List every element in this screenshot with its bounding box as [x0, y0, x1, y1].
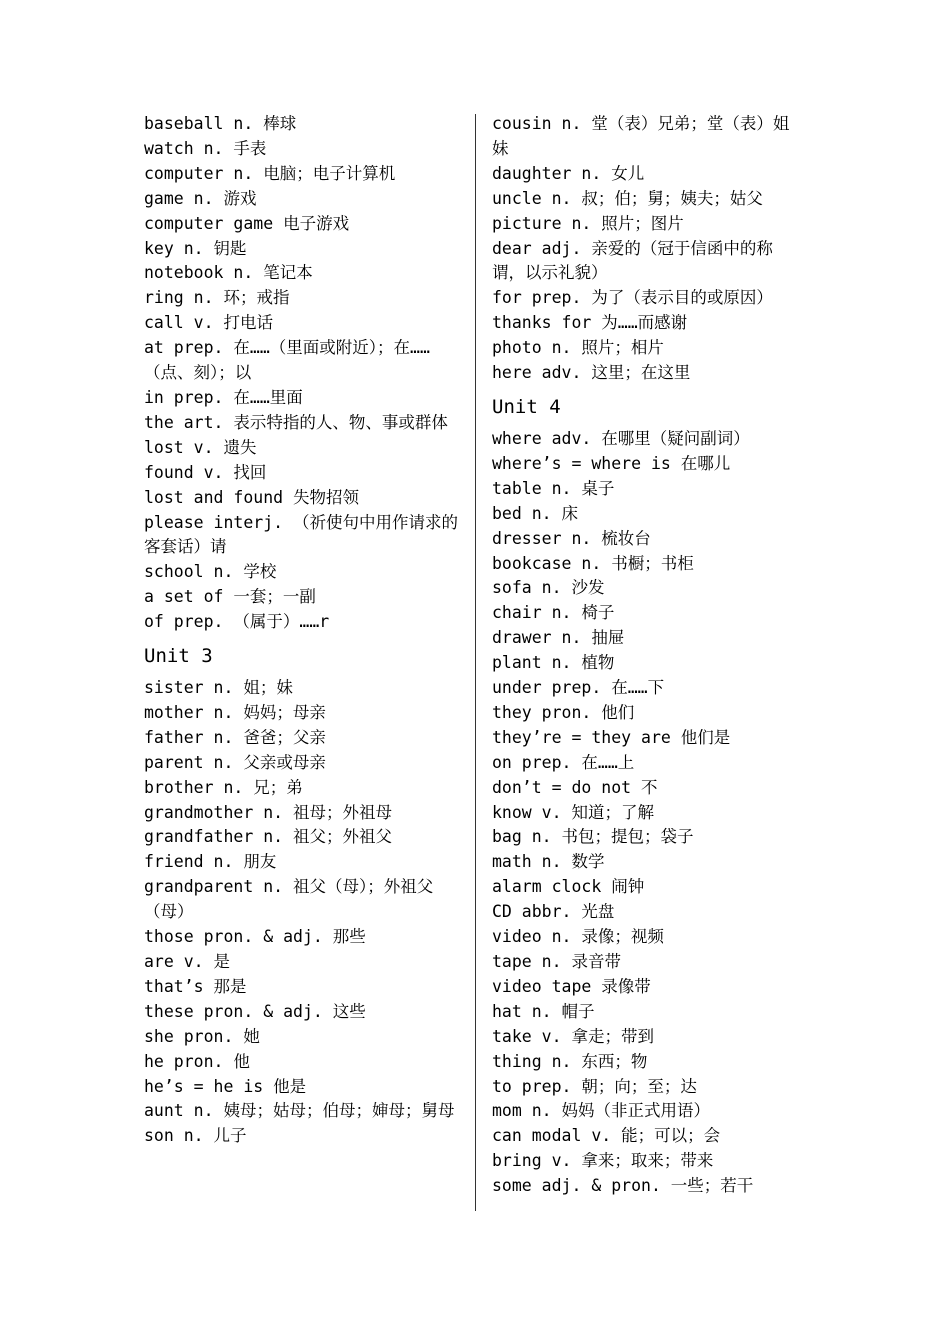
vocab-entry: bookcase n. 书橱；书柜: [492, 553, 694, 573]
vocab-entry: lost v. 遗失: [144, 437, 257, 457]
vocab-entry: under prep. 在……下: [492, 678, 665, 698]
vocab-entry: are v. 是: [144, 952, 231, 971]
vocab-entry: grandparent n. 祖父（母）；外祖父（母）: [144, 877, 434, 922]
vocab-entry: aunt n. 姨母；姑母；伯母；婶母；舅母: [144, 1101, 455, 1121]
unit-heading: Unit 3: [144, 645, 213, 668]
vocab-entry: video tape 录像带: [492, 976, 651, 996]
vocab-entry: sister n. 姐；妹: [144, 678, 293, 698]
vocab-entry: parent n. 父亲或母亲: [144, 752, 326, 772]
vocab-entry: they pron. 他们: [492, 702, 635, 722]
vocab-entry: take v. 拿走；带到: [492, 1026, 654, 1046]
vocab-entry: math n. 数学: [492, 852, 605, 872]
vocab-entry: in prep. 在……里面: [144, 387, 303, 407]
vocab-entry: alarm clock 闹钟: [492, 877, 645, 897]
vocab-entry: of prep. （属于）……r: [144, 612, 330, 632]
vocab-entry: computer n. 电脑；电子计算机: [144, 163, 396, 183]
vocab-entry: video n. 录像；视频: [492, 927, 664, 947]
vocab-entry: know v. 知道；了解: [492, 802, 654, 822]
vocab-entry: please interj. （祈使句中用作请求的客套话）请: [144, 512, 459, 557]
vocab-entry: on prep. 在……上: [492, 752, 635, 772]
vocab-entry: plant n. 植物: [492, 653, 615, 673]
vocab-entry: father n. 爸爸；父亲: [144, 727, 326, 747]
vocab-entry: notebook n. 笔记本: [144, 263, 313, 283]
vocab-entry: uncle n. 叔；伯；舅；姨夫；姑父: [492, 188, 763, 208]
vocab-entry: he’s = he is 他是: [144, 1076, 307, 1096]
vocab-entry: he pron. 他: [144, 1051, 250, 1071]
vocab-entry: game n. 游戏: [144, 188, 257, 208]
vocab-entry: for prep. 为了（表示目的或原因）: [492, 288, 773, 308]
vocab-entry: bed n. 床: [492, 503, 579, 523]
vocab-entry: a set of 一套；一副: [144, 587, 316, 607]
vocab-entry: computer game 电子游戏: [144, 213, 350, 233]
vocab-entry: friend n. 朋友: [144, 852, 277, 872]
vocab-entry: watch n. 手表: [144, 138, 267, 158]
vocab-entry: found v. 找回: [144, 462, 267, 482]
vocab-entry: thing n. 东西；物: [492, 1051, 648, 1071]
column-divider: [475, 114, 476, 1211]
vocab-entry: here adv. 这里；在这里: [492, 363, 691, 383]
vocab-entry: bag n. 书包；提包；袋子: [492, 827, 694, 847]
vocab-entry: hat n. 帽子: [492, 1001, 595, 1021]
vocab-entry: daughter n. 女儿: [492, 163, 645, 183]
vocab-entry: call v. 打电话: [144, 313, 273, 333]
vocab-entry: the art. 表示特指的人、物、事或群体: [144, 412, 448, 432]
vocab-entry: CD abbr. 光盘: [492, 902, 615, 922]
vocab-entry: she pron. 她: [144, 1026, 260, 1046]
vocab-entry: bring v. 拿来；取来；带来: [492, 1151, 714, 1171]
right-vocab-column: [492, 112, 804, 1199]
vocab-entry: school n. 学校: [144, 562, 277, 582]
vocab-entry: mom n. 妈妈（非正式用语）: [492, 1101, 711, 1121]
vocab-entry: that’s 那是: [144, 976, 247, 996]
vocab-entry: ring n. 环；戒指: [144, 288, 290, 308]
vocab-entry: dear adj. 亲爱的（冠于信函中的称谓，以示礼貌）: [492, 238, 773, 283]
vocab-entry: table n. 桌子: [492, 478, 615, 498]
vocab-entry: where adv. 在哪里（疑问副词）: [492, 428, 750, 448]
vocab-entry: grandfather n. 祖父；外祖父: [144, 827, 393, 847]
vocab-entry: grandmother n. 祖母；外祖母: [144, 802, 393, 822]
vocab-entry: brother n. 兄；弟: [144, 777, 303, 797]
vocab-entry: tape n. 录音带: [492, 952, 621, 971]
vocab-entry: some adj. & pron. 一些；若干: [492, 1176, 754, 1196]
vocab-entry: dresser n. 梳妆台: [492, 528, 651, 548]
vocab-entry: drawer n. 抽屉: [492, 628, 625, 648]
vocab-entry: thanks for 为……而感谢: [492, 313, 688, 333]
vocab-entry: at prep. 在……（里面或附近）；在……（点、刻）；以: [144, 338, 430, 383]
vocab-entry: photo n. 照片；相片: [492, 338, 664, 358]
vocab-entry: to prep. 朝；向；至；达: [492, 1076, 697, 1096]
vocab-entry: can modal v. 能；可以；会: [492, 1126, 721, 1146]
vocab-entry: mother n. 妈妈；母亲: [144, 702, 326, 722]
vocab-entry: they’re = they are 他们是: [492, 727, 731, 747]
vocab-entry: cousin n. 堂（表）兄弟；堂（表）姐妹: [492, 114, 790, 158]
vocab-entry: where’s = where is 在哪儿: [492, 453, 731, 473]
vocab-entry: son n. 儿子: [144, 1126, 247, 1146]
vocab-entry: lost and found 失物招领: [144, 487, 360, 507]
vocab-entry: don’t = do not 不: [492, 777, 658, 797]
vocab-entry: baseball n. 棒球: [144, 114, 297, 133]
vocab-entry: chair n. 椅子: [492, 603, 615, 623]
vocab-entry: sofa n. 沙发: [492, 578, 605, 598]
unit-heading: Unit 4: [492, 395, 561, 418]
vocab-entry: those pron. & adj. 那些: [144, 927, 366, 947]
vocab-entry: these pron. & adj. 这些: [144, 1001, 366, 1021]
left-vocab-column: [144, 112, 462, 1149]
vocab-entry: picture n. 照片；图片: [492, 213, 684, 233]
vocab-entry: key n. 钥匙: [144, 238, 247, 258]
